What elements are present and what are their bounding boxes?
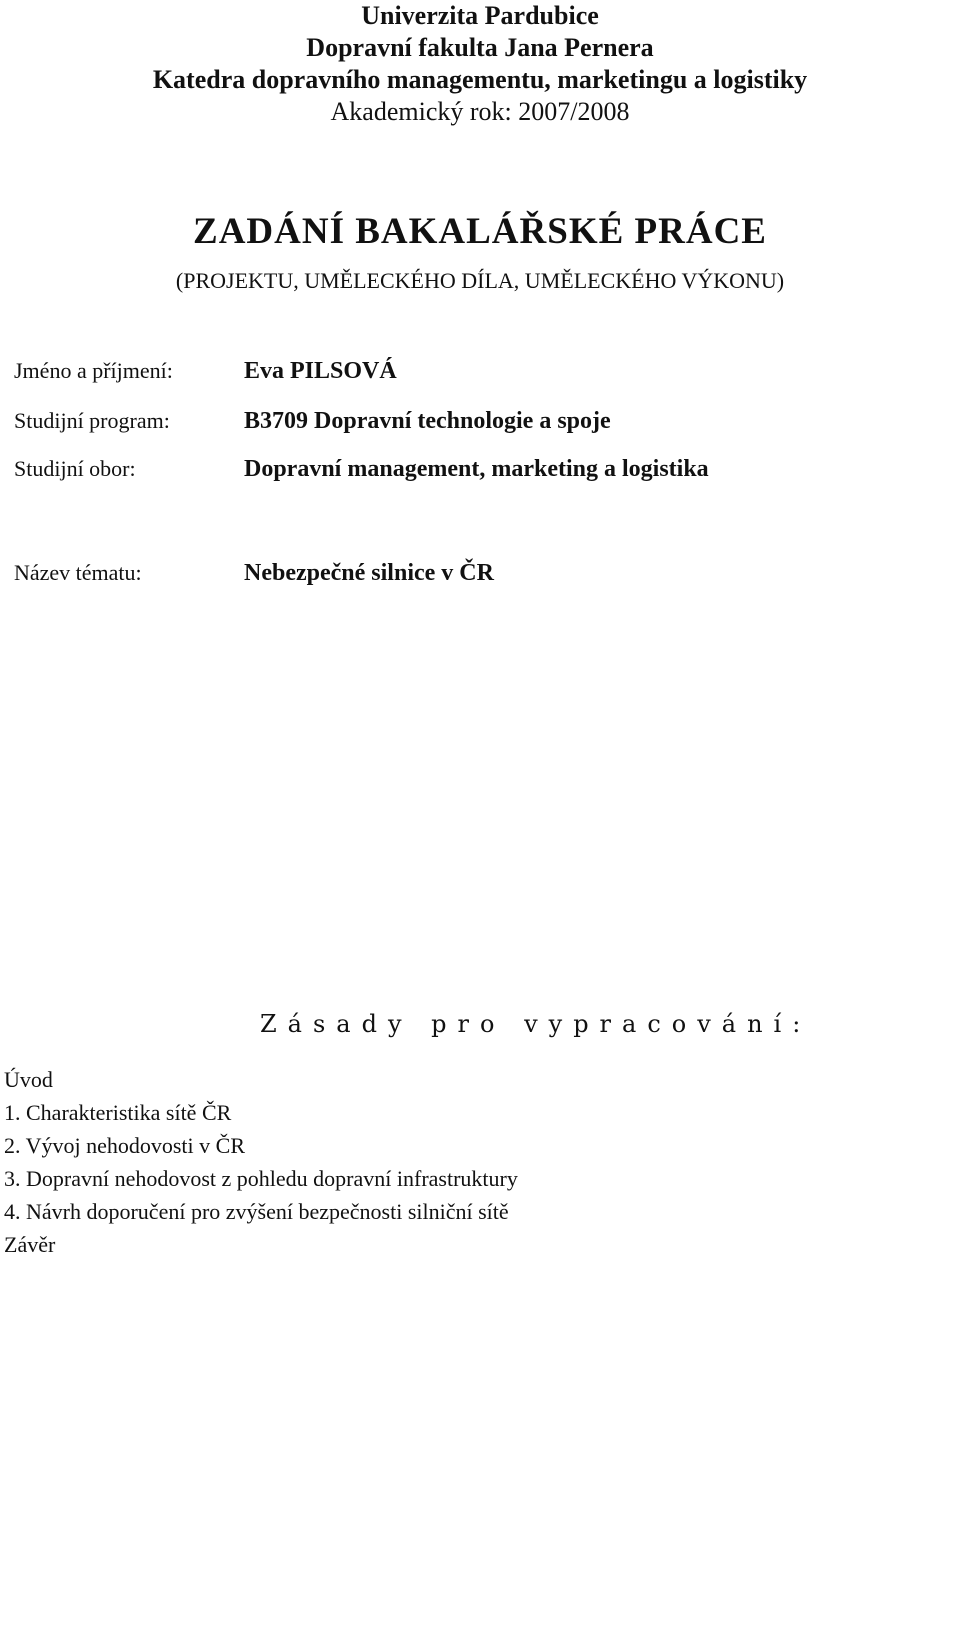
- document-subtitle: (PROJEKTU, UMĚLECKÉHO DÍLA, UMĚLECKÉHO VÝKONU): [175, 268, 785, 293]
- name-value: Eva PILSOVÁ: [244, 358, 397, 384]
- branch-value: Dopravní management, marketing a logistika: [244, 456, 709, 482]
- outline-item: Závěr: [4, 1232, 56, 1257]
- outline-item: 1. Charakteristika sítě ČR: [4, 1100, 232, 1125]
- guidelines-title: Zásady pro vypracování:: [260, 1010, 812, 1038]
- department-name: Katedra dopravního managementu, marketingu a logistiky: [152, 65, 808, 94]
- academic-year: Akademický rok: 2007/2008: [330, 97, 630, 126]
- outline-item: 4. Návrh doporučení pro zvýšení bezpečnosti silniční sítě: [4, 1199, 509, 1224]
- program-value: B3709 Dopravní technologie a spoje: [244, 408, 611, 434]
- faculty-name: Dopravní fakulta Jana Pernera: [306, 33, 654, 62]
- program-label: Studijní program:: [14, 408, 170, 433]
- topic-value: Nebezpečné silnice v ČR: [244, 560, 494, 586]
- name-label: Jméno a příjmení:: [14, 358, 173, 383]
- outline-item: Úvod: [4, 1067, 53, 1092]
- topic-label: Název tématu:: [14, 560, 142, 585]
- guidelines-outline: [4, 1063, 518, 1261]
- document-title: ZADÁNÍ BAKALÁŘSKÉ PRÁCE: [193, 211, 767, 252]
- outline-item: 3. Dopravní nehodovost z pohledu dopravní infrastruktury: [4, 1166, 518, 1191]
- outline-item: 2. Vývoj nehodovosti v ČR: [4, 1133, 246, 1158]
- branch-label: Studijní obor:: [14, 456, 136, 481]
- university-name: Univerzita Pardubice: [361, 1, 599, 30]
- document-header: [0, 0, 960, 128]
